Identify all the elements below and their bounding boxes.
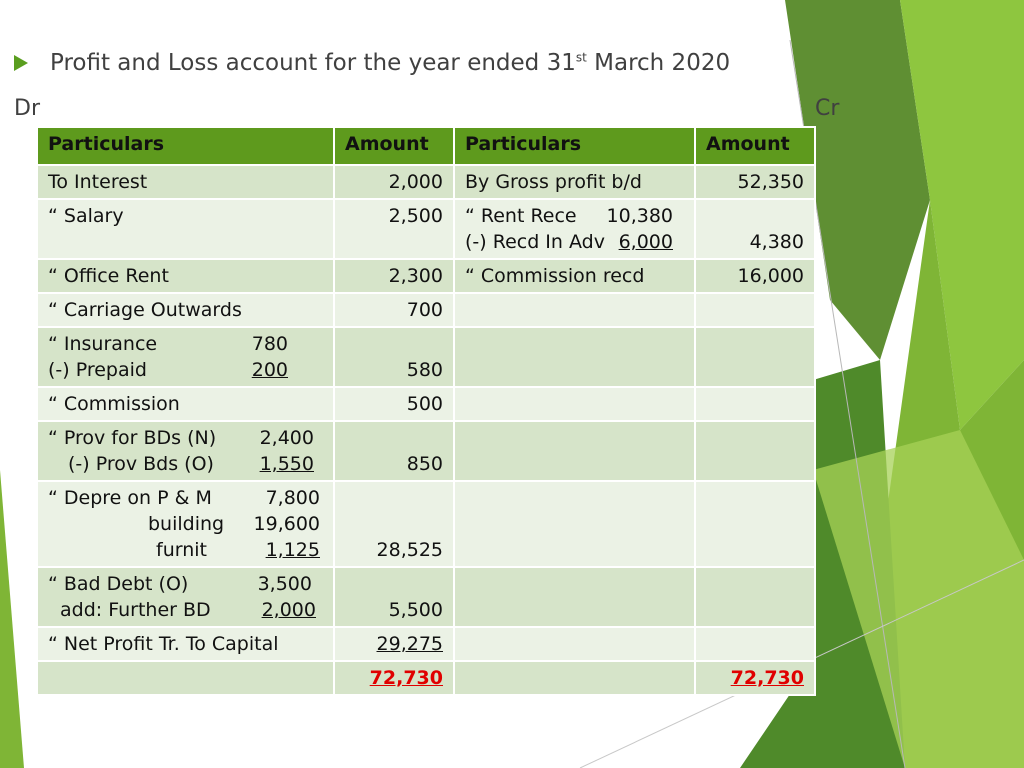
prov-new-label: “ Prov for BDs (N) — [48, 427, 217, 449]
depre-furnit-label: furnit — [156, 539, 207, 561]
debit-particular — [37, 481, 334, 567]
credit-total — [695, 661, 815, 695]
table-row — [37, 567, 815, 627]
rent-adv-value: 6,000 — [618, 231, 673, 253]
total-empty — [454, 661, 695, 695]
table-row — [37, 421, 815, 481]
title-text-end: March 2020 — [586, 50, 731, 76]
total-empty — [37, 661, 334, 695]
header-particulars-debit: Particulars — [37, 127, 334, 165]
prepaid-label: (-) Prepaid — [48, 359, 147, 381]
slide-title — [50, 50, 730, 76]
prepaid-value: 200 — [251, 359, 288, 381]
header-amount-credit: Amount — [695, 127, 815, 165]
credit-amount-empty — [695, 627, 815, 661]
debit-amount: 2,000 — [334, 165, 454, 199]
credit-empty — [454, 387, 695, 421]
debit-amount: 2,500 — [334, 199, 454, 259]
depre-pm-value: 7,800 — [265, 487, 320, 509]
credit-amount-empty — [695, 481, 815, 567]
debit-total — [334, 661, 454, 695]
debit-label: Dr — [14, 96, 40, 121]
profit-loss-table — [36, 126, 816, 696]
rent-adv-label: (-) Recd In Adv — [465, 231, 605, 253]
debit-particular: “ Commission — [37, 387, 334, 421]
debit-particular — [37, 421, 334, 481]
slide-title-row — [14, 50, 730, 76]
credit-empty — [454, 327, 695, 387]
table-header-row — [37, 127, 815, 165]
depre-building-value: 19,600 — [253, 513, 320, 535]
insurance-label: “ Insurance — [48, 333, 158, 355]
title-superscript: st — [575, 50, 587, 65]
table-row — [37, 387, 815, 421]
table-row — [37, 293, 815, 327]
table-total-row — [37, 661, 815, 695]
credit-amount: 16,000 — [695, 259, 815, 293]
credit-empty — [454, 567, 695, 627]
insurance-value: 780 — [251, 333, 288, 355]
table-row — [37, 481, 815, 567]
prov-old-value: 1,550 — [259, 453, 314, 475]
debit-particular: “ Salary — [37, 199, 334, 259]
debit-amount: 28,525 — [334, 481, 454, 567]
debit-particular: “ Carriage Outwards — [37, 293, 334, 327]
header-particulars-credit: Particulars — [454, 127, 695, 165]
rent-label: “ Rent Rece — [465, 205, 577, 227]
credit-amount-empty — [695, 327, 815, 387]
prov-new-value: 2,400 — [259, 427, 314, 449]
depre-furnit-value: 1,125 — [265, 539, 320, 561]
deco-left-corner-shape — [0, 470, 24, 768]
debit-total-value: 72,730 — [369, 667, 443, 689]
debit-particular — [37, 327, 334, 387]
rent-value: 10,380 — [606, 205, 673, 227]
debit-amount: 850 — [334, 421, 454, 481]
credit-amount-empty — [695, 421, 815, 481]
credit-empty — [454, 293, 695, 327]
debit-amount: 580 — [334, 327, 454, 387]
depre-label: “ Depre on P & M — [48, 487, 212, 509]
credit-amount: 52,350 — [695, 165, 815, 199]
debit-amount — [334, 627, 454, 661]
credit-label: Cr — [815, 96, 840, 121]
credit-amount-empty — [695, 567, 815, 627]
triangle-bullet-icon — [14, 55, 28, 71]
credit-empty — [454, 421, 695, 481]
bad-debt-value: 3,500 — [257, 573, 312, 595]
debit-amount: 500 — [334, 387, 454, 421]
credit-particular: “ Commission recd — [454, 259, 695, 293]
title-text: Profit and Loss account for the year ended 31 — [50, 50, 576, 76]
credit-total-value: 72,730 — [730, 667, 804, 689]
debit-particular: To Interest — [37, 165, 334, 199]
debit-amount: 700 — [334, 293, 454, 327]
debit-amount: 5,500 — [334, 567, 454, 627]
debit-particular: “ Net Profit Tr. To Capital — [37, 627, 334, 661]
debit-particular: “ Office Rent — [37, 259, 334, 293]
debit-particular — [37, 567, 334, 627]
table-row — [37, 199, 815, 259]
prov-old-label: (-) Prov Bds (O) — [68, 453, 214, 475]
header-amount-debit: Amount — [334, 127, 454, 165]
depre-building-label: building — [148, 513, 225, 535]
table-row — [37, 259, 815, 293]
net-profit-amount: 29,275 — [376, 633, 443, 655]
table-row — [37, 627, 815, 661]
credit-empty — [454, 481, 695, 567]
table-row — [37, 327, 815, 387]
credit-amount-empty — [695, 293, 815, 327]
further-bd-value: 2,000 — [261, 599, 316, 621]
credit-amount-empty — [695, 387, 815, 421]
table-row — [37, 165, 815, 199]
further-bd-label: add: Further BD — [60, 599, 211, 621]
credit-particular: By Gross profit b/d — [454, 165, 695, 199]
credit-particular — [454, 199, 695, 259]
credit-amount: 4,380 — [695, 199, 815, 259]
credit-empty — [454, 627, 695, 661]
debit-amount: 2,300 — [334, 259, 454, 293]
bad-debt-label: “ Bad Debt (O) — [48, 573, 189, 595]
